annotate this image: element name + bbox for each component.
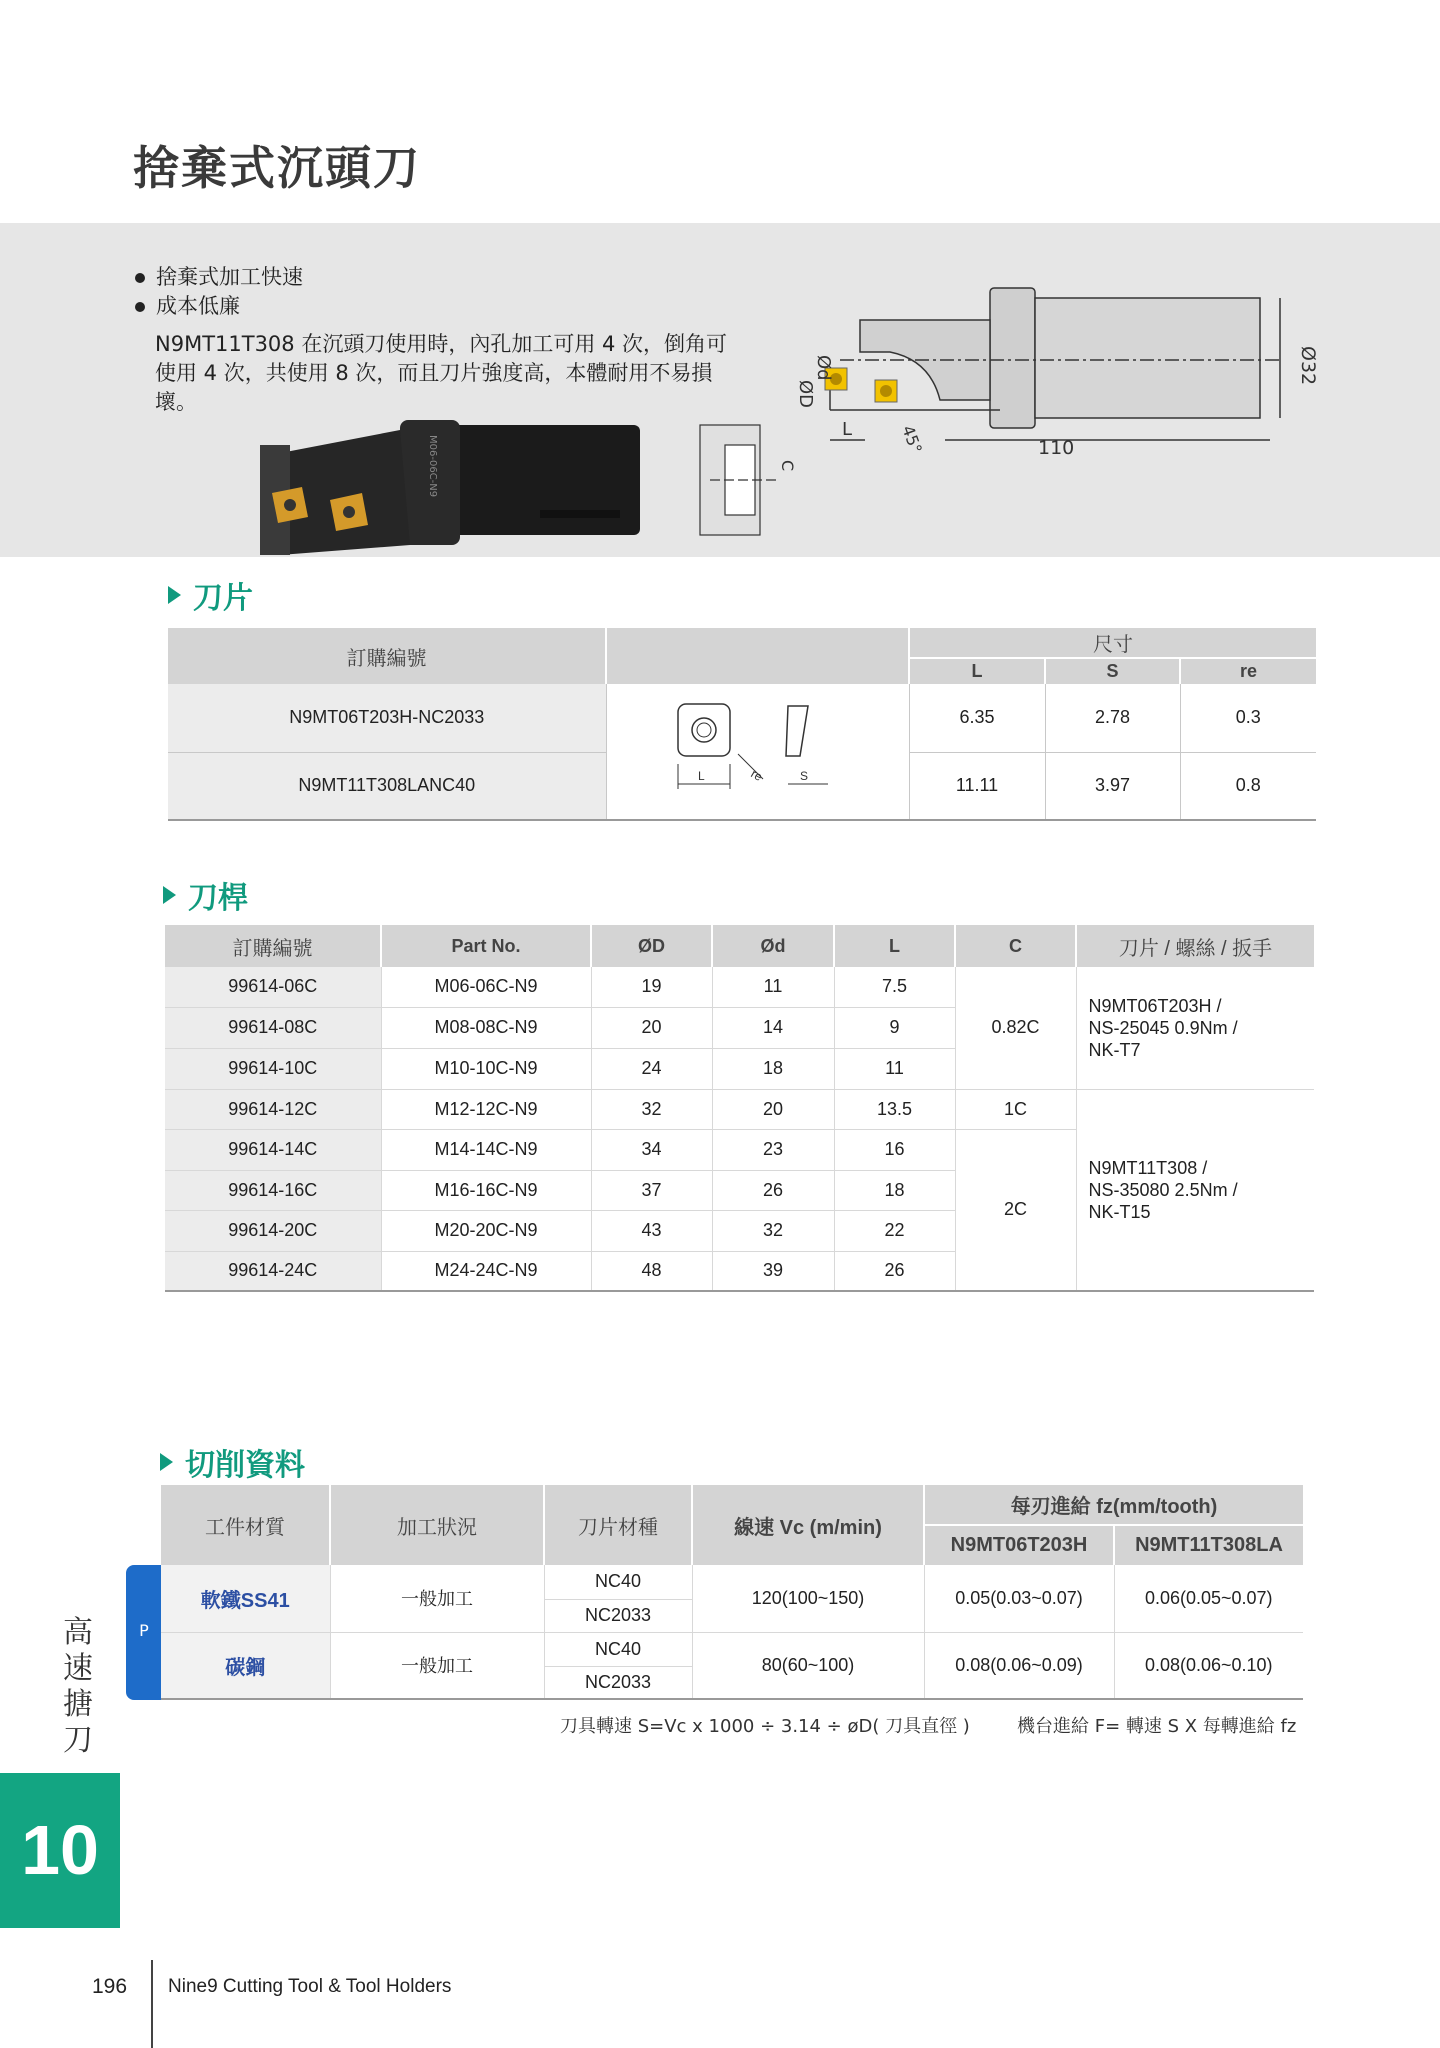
insert-re: 0.3: [1180, 684, 1316, 752]
holder-D: 19: [591, 967, 712, 1007]
insert-diagram: [668, 694, 848, 804]
footer-brand: Nine9 Cutting Tool & Tool Holders: [168, 1976, 452, 1997]
holder-part: M12-12C-N9: [381, 1089, 591, 1129]
feature-item: 成本低廉: [135, 292, 303, 321]
insert-diagram-cell: [606, 684, 909, 820]
kit-line: NS-25045 0.9Nm /: [1088, 1017, 1238, 1038]
holder-part: M16-16C-N9: [381, 1170, 591, 1210]
holder-d: 26: [712, 1170, 834, 1210]
col-S: S: [1045, 658, 1180, 684]
holder-heading-text: 刀桿: [188, 881, 248, 916]
holder-L: 11: [834, 1048, 955, 1089]
holder-part: M24-24C-N9: [381, 1251, 591, 1291]
side-category-label: 高速搪刀: [63, 1615, 93, 1758]
holder-order: 99614-14C: [165, 1129, 381, 1170]
holder-kit: [1076, 967, 1314, 1089]
holder-order: 99614-06C: [165, 967, 381, 1007]
feature-list: [135, 263, 303, 321]
diagram-L-label: L: [697, 769, 705, 783]
holder-C: 2C: [955, 1129, 1076, 1291]
insert-table: [168, 628, 1316, 821]
grade-cell: NC40: [544, 1565, 692, 1599]
material-cell: 軟鐵SS41: [161, 1565, 330, 1632]
holder-C: 0.82C: [955, 967, 1076, 1089]
speed-cell: 120(100~150): [692, 1565, 924, 1632]
col-order: 訂購編號: [168, 628, 606, 684]
kit-line: N9MT11T308 /: [1088, 1157, 1208, 1178]
holder-order: 99614-08C: [165, 1007, 381, 1048]
holder-order: 99614-24C: [165, 1251, 381, 1291]
table-row: [165, 1089, 1314, 1129]
formula-feed: 機台進給 F= 轉速 S X 每轉進給 fz: [1017, 1716, 1297, 1737]
holder-L: 7.5: [834, 967, 955, 1007]
condition-cell: 一般加工: [330, 1565, 544, 1632]
insert-L: 6.35: [909, 684, 1045, 752]
p-tab: P: [126, 1565, 162, 1700]
insert-S: 3.97: [1045, 752, 1180, 820]
col-D: ØD: [591, 925, 712, 967]
material-cell: 碳鋼: [161, 1632, 330, 1699]
diagram-re-label: re: [748, 766, 765, 784]
holder-order: 99614-20C: [165, 1210, 381, 1251]
holder-order: 99614-12C: [165, 1089, 381, 1129]
section-triangle-icon: [160, 1453, 173, 1471]
col-re: re: [1180, 658, 1316, 684]
holder-kit: [1076, 1089, 1314, 1291]
tool-marking: M06-06C-N9: [427, 435, 438, 498]
holder-D: 20: [591, 1007, 712, 1048]
holder-D: 34: [591, 1129, 712, 1170]
chapter-tab: 10: [0, 1773, 120, 1928]
col-speed: 線速 Vc (m/min): [692, 1485, 924, 1565]
insert-heading-text: 刀片: [193, 581, 253, 616]
col-grade: 刀片材種: [544, 1485, 692, 1565]
col-C: C: [955, 925, 1076, 967]
holder-d: 23: [712, 1129, 834, 1170]
fz-b-cell: 0.06(0.05~0.07): [1114, 1565, 1303, 1632]
insert-re: 0.8: [1180, 752, 1316, 820]
product-description: N9MT11T308 在沉頭刀使用時，內孔加工可用 4 次，倒角可使用 4 次，共使用 8 次，而且刀片強度高，本體耐用不易損壞。: [155, 332, 728, 414]
holder-d: 11: [712, 967, 834, 1007]
dim-angle-label: 45°: [898, 422, 926, 457]
col-order: 訂購編號: [165, 925, 381, 967]
cutting-heading-text: 切削資料: [185, 1448, 305, 1483]
holder-L: 26: [834, 1251, 955, 1291]
holder-part: M06-06C-N9: [381, 967, 591, 1007]
col-part: Part No.: [381, 925, 591, 967]
page-title: 捨棄式沉頭刀: [133, 141, 421, 195]
col-kit: 刀片 / 螺絲 / 扳手: [1076, 925, 1314, 967]
holder-D: 43: [591, 1210, 712, 1251]
holder-order: 99614-10C: [165, 1048, 381, 1089]
holder-d: 18: [712, 1048, 834, 1089]
col-diagram: [606, 628, 909, 684]
dim-110-label: 110: [1038, 437, 1075, 459]
holder-table: [165, 925, 1314, 1292]
dim-L-label: L: [842, 419, 853, 440]
fz-b-cell: 0.08(0.06~0.10): [1114, 1632, 1303, 1699]
insert-L: 11.11: [909, 752, 1045, 820]
col-L: L: [909, 658, 1045, 684]
holder-L: 16: [834, 1129, 955, 1170]
section-triangle-icon: [168, 586, 181, 604]
insert-code: N9MT11T308LANC40: [168, 752, 606, 820]
holder-part: M08-08C-N9: [381, 1007, 591, 1048]
col-size: 尺寸: [909, 628, 1316, 658]
dim-32-label: Ø32: [1297, 346, 1319, 386]
grade-cell: NC2033: [544, 1666, 692, 1699]
col-d: Ød: [712, 925, 834, 967]
table-row: [165, 967, 1314, 1007]
holder-D: 24: [591, 1048, 712, 1089]
holder-part: M14-14C-N9: [381, 1129, 591, 1170]
col-feed-a: N9MT06T203H: [924, 1525, 1114, 1565]
col-material: 工件材質: [161, 1485, 330, 1565]
insert-S: 2.78: [1045, 684, 1180, 752]
insert-code: N9MT06T203H-NC2033: [168, 684, 606, 752]
cutting-table: [161, 1485, 1303, 1700]
col-L: L: [834, 925, 955, 967]
kit-line: N9MT06T203H /: [1088, 995, 1222, 1016]
footer-divider: [151, 1960, 153, 2048]
dim-D-label: ØD: [795, 380, 816, 409]
technical-drawing: [690, 280, 1330, 540]
holder-d: 32: [712, 1210, 834, 1251]
kit-line: NK-T7: [1088, 1039, 1141, 1060]
holder-C: 1C: [955, 1089, 1076, 1129]
holder-order: 99614-16C: [165, 1170, 381, 1210]
grade-cell: NC2033: [544, 1599, 692, 1632]
holder-L: 13.5: [834, 1089, 955, 1129]
col-condition: 加工狀況: [330, 1485, 544, 1565]
dim-C-label: C: [778, 460, 797, 472]
table-row: [161, 1565, 1303, 1599]
holder-D: 48: [591, 1251, 712, 1291]
section-triangle-icon: [163, 886, 176, 904]
tool-photo: [250, 405, 650, 565]
kit-line: NS-35080 2.5Nm /: [1088, 1179, 1238, 1200]
diagram-S-label: S: [799, 769, 808, 783]
holder-L: 9: [834, 1007, 955, 1048]
holder-part: M10-10C-N9: [381, 1048, 591, 1089]
speed-cell: 80(60~100): [692, 1632, 924, 1699]
holder-section-heading: [163, 873, 248, 917]
table-row: [168, 684, 1316, 752]
grade-cell: NC40: [544, 1632, 692, 1666]
holder-L: 22: [834, 1210, 955, 1251]
insert-section-heading: [168, 573, 253, 617]
holder-part: M20-20C-N9: [381, 1210, 591, 1251]
cutting-section-heading: [160, 1440, 305, 1484]
holder-D: 32: [591, 1089, 712, 1129]
col-feed: 每刃進給 fz(mm/tooth): [924, 1485, 1303, 1525]
dim-d-label: Ød: [813, 355, 834, 381]
condition-cell: 一般加工: [330, 1632, 544, 1699]
holder-D: 37: [591, 1170, 712, 1210]
holder-d: 14: [712, 1007, 834, 1048]
page-number: 196: [92, 1975, 128, 1998]
formula-speed: 刀具轉速 S=Vc x 1000 ÷ 3.14 ÷ øD( 刀具直徑 ): [560, 1716, 970, 1737]
table-row: [161, 1632, 1303, 1666]
holder-d: 39: [712, 1251, 834, 1291]
col-feed-b: N9MT11T308LA: [1114, 1525, 1303, 1565]
holder-L: 18: [834, 1170, 955, 1210]
holder-d: 20: [712, 1089, 834, 1129]
fz-a-cell: 0.05(0.03~0.07): [924, 1565, 1114, 1632]
feature-item: 捨棄式加工快速: [135, 263, 303, 292]
fz-a-cell: 0.08(0.06~0.09): [924, 1632, 1114, 1699]
kit-line: NK-T15: [1088, 1201, 1151, 1222]
